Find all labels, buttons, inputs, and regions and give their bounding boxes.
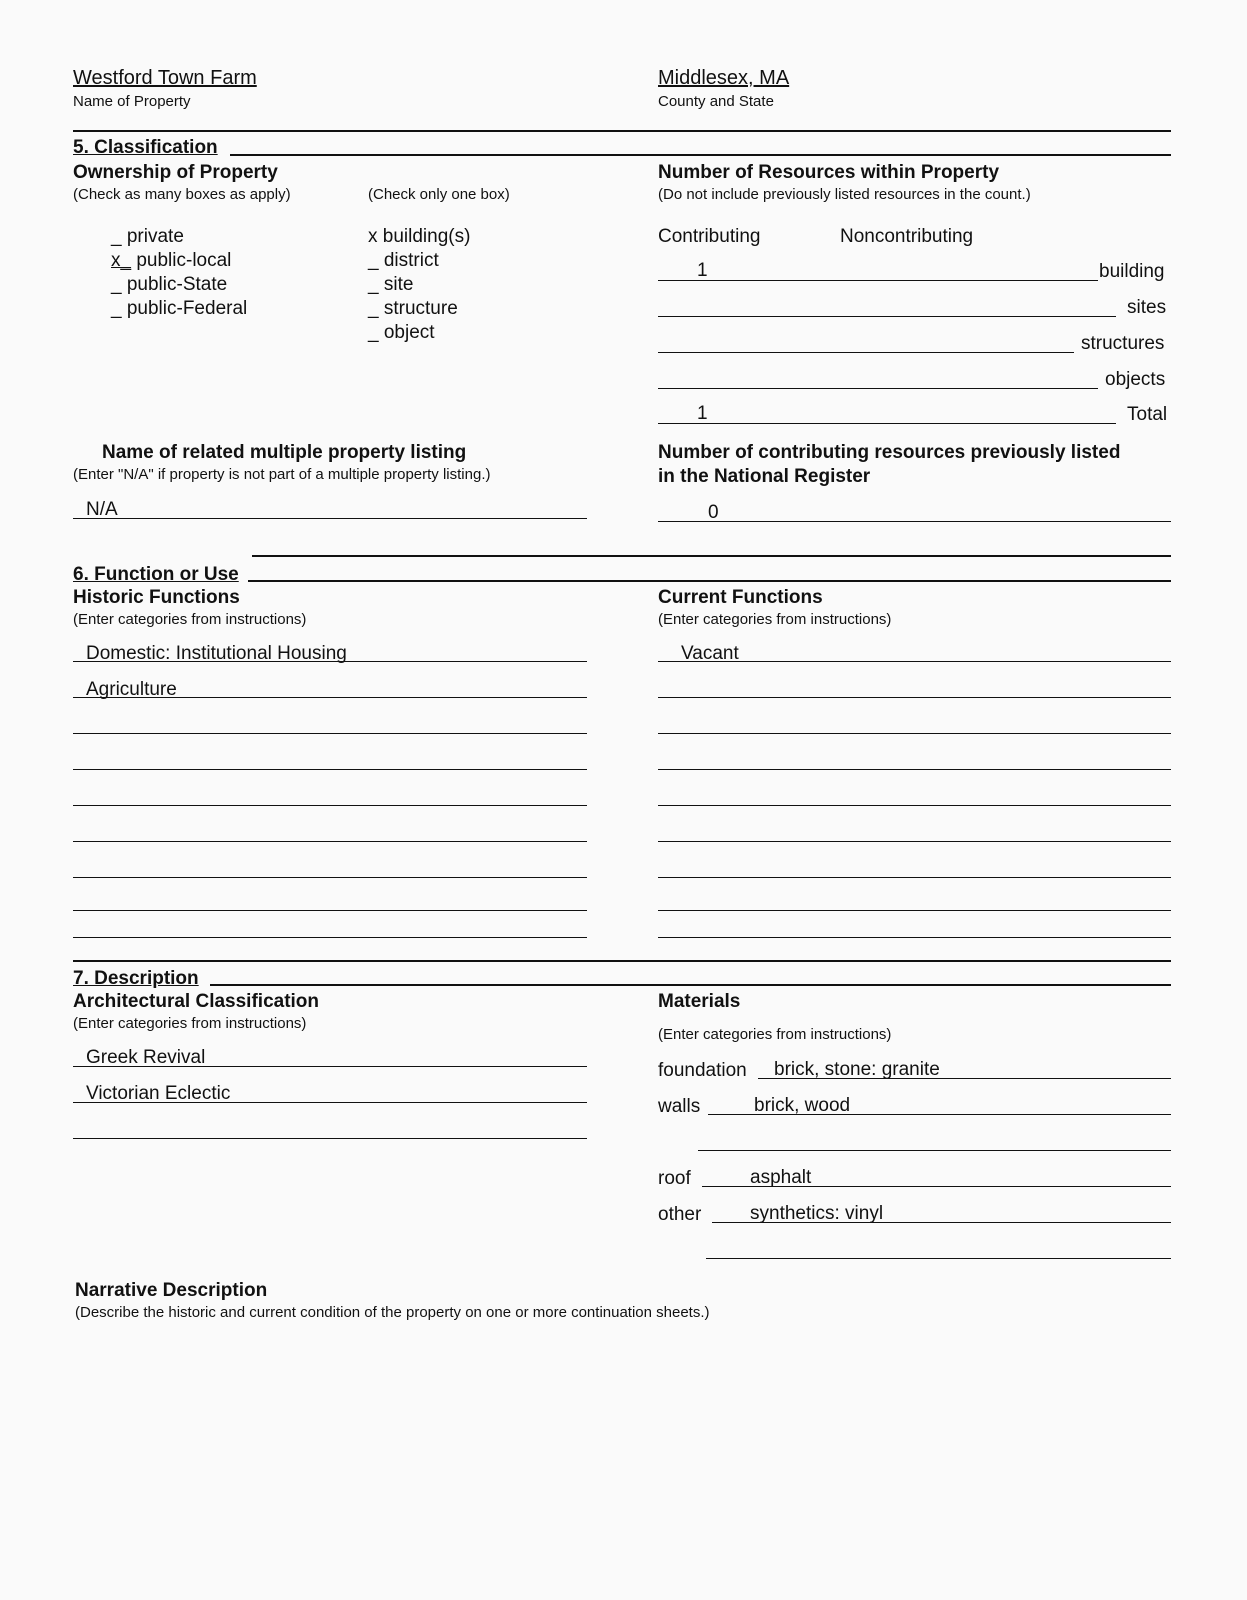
historic-function-line: [73, 661, 587, 662]
checkbox-mark: _: [368, 298, 379, 319]
contributing-header: Contributing: [658, 226, 761, 247]
historic-function-line[interactable]: [73, 910, 587, 911]
historic-function-line[interactable]: [73, 841, 587, 842]
historic-function-line[interactable]: [73, 937, 587, 938]
materials-heading: Materials: [658, 991, 741, 1012]
checkbox-mark: _: [368, 274, 379, 295]
historic-functions-note: (Enter categories from instructions): [73, 611, 307, 628]
historic-function-line[interactable]: [73, 805, 587, 806]
section7-title: 7. Description: [73, 968, 199, 989]
category-note: (Check only one box): [368, 186, 510, 203]
category-option-label: district: [383, 250, 439, 271]
architectural-line[interactable]: [73, 1138, 587, 1139]
county-state-label: County and State: [658, 93, 774, 110]
resource-sites-label: sites: [1127, 297, 1167, 318]
roof-label: roof: [658, 1168, 691, 1189]
resource-building-line: [658, 280, 1098, 281]
category-object[interactable]: [368, 322, 435, 344]
ownership-public-local[interactable]: [111, 250, 231, 272]
architectural-line: [73, 1102, 587, 1103]
resource-total-line: [658, 423, 1116, 424]
architectural-note: (Enter categories from instructions): [73, 1015, 307, 1032]
architectural-value-2[interactable]: Victorian Eclectic: [86, 1083, 231, 1104]
roof-value[interactable]: asphalt: [750, 1167, 812, 1188]
ownership-note: (Check as many boxes as apply): [73, 186, 291, 203]
architectural-value-1[interactable]: Greek Revival: [86, 1047, 206, 1068]
related-listing-value[interactable]: N/A: [86, 499, 118, 520]
section7-title-rule: [210, 984, 1171, 986]
section5-top-rule: [73, 130, 1171, 132]
category-site[interactable]: [368, 274, 413, 296]
ownership-private[interactable]: [111, 226, 184, 248]
resource-building-label: building: [1099, 261, 1165, 282]
checkbox-mark: x_: [111, 250, 132, 271]
resource-building-count[interactable]: 1: [697, 260, 708, 281]
ownership-option-label: public-local: [136, 250, 232, 271]
walls-value[interactable]: brick, wood: [754, 1095, 851, 1116]
materials-note: (Enter categories from instructions): [658, 1026, 892, 1043]
county-state-value: Middlesex, MA: [658, 67, 790, 89]
category-option-label: structure: [383, 298, 458, 319]
category-structure[interactable]: [368, 298, 458, 320]
foundation-value[interactable]: brick, stone: granite: [774, 1059, 940, 1080]
resource-objects-line[interactable]: [658, 388, 1098, 389]
walls-line: [708, 1114, 1171, 1115]
current-function-line[interactable]: [658, 937, 1171, 938]
checkbox-mark: _: [111, 298, 122, 319]
ownership-public-state[interactable]: [111, 274, 227, 296]
checkbox-mark: _: [111, 274, 122, 295]
current-functions-heading: Current Functions: [658, 587, 823, 608]
noncontributing-header: Noncontributing: [840, 226, 974, 247]
resource-total-count[interactable]: 1: [697, 403, 708, 424]
checkbox-mark: _: [368, 250, 379, 271]
resource-objects-label: objects: [1105, 369, 1166, 390]
category-option-label: building(s): [382, 226, 471, 247]
resource-sites-line[interactable]: [658, 316, 1116, 317]
section6-title: 6. Function or Use: [73, 564, 239, 585]
ownership-option-label: private: [126, 226, 184, 247]
category-option-label: site: [383, 274, 414, 295]
architectural-line: [73, 1066, 587, 1067]
category-buildings[interactable]: [368, 226, 470, 248]
ownership-heading: Ownership of Property: [73, 162, 278, 183]
checkbox-mark: _: [111, 226, 122, 247]
historic-function-line[interactable]: [73, 733, 587, 734]
section5-title: 5. Classification: [73, 137, 218, 158]
narrative-note: (Describe the historic and current condition of the property on one or more continuation sheets.): [75, 1304, 710, 1321]
historic-function-2[interactable]: Agriculture: [86, 679, 177, 700]
other-extra-line[interactable]: [706, 1258, 1171, 1259]
resources-heading: Number of Resources within Property: [658, 162, 1000, 183]
other-line: [712, 1222, 1171, 1223]
historic-function-line: [73, 697, 587, 698]
resource-structures-label: structures: [1081, 333, 1165, 354]
checkbox-mark: _: [368, 322, 379, 343]
foundation-label: foundation: [658, 1060, 747, 1081]
section6-top-rule: [252, 555, 1171, 557]
current-function-line[interactable]: [658, 841, 1171, 842]
current-function-1[interactable]: Vacant: [681, 643, 739, 664]
current-function-line[interactable]: [658, 877, 1171, 878]
category-district[interactable]: [368, 250, 439, 272]
resource-structures-line[interactable]: [658, 352, 1074, 353]
section5-title-rule: [230, 154, 1171, 156]
section6-title-rule: [248, 580, 1171, 582]
other-value[interactable]: synthetics: vinyl: [750, 1203, 884, 1224]
ownership-public-federal[interactable]: [111, 298, 247, 320]
narrative-heading: Narrative Description: [75, 1280, 268, 1301]
resources-note: (Do not include previously listed resources in the count.): [658, 186, 1031, 203]
current-functions-note: (Enter categories from instructions): [658, 611, 892, 628]
other-label: other: [658, 1204, 702, 1225]
historic-function-line[interactable]: [73, 877, 587, 878]
previously-listed-line: [658, 521, 1171, 522]
current-function-line[interactable]: [658, 805, 1171, 806]
current-function-line[interactable]: [658, 769, 1171, 770]
previously-listed-value[interactable]: 0: [708, 502, 719, 523]
category-option-label: object: [383, 322, 435, 343]
architectural-heading: Architectural Classification: [73, 991, 320, 1012]
current-function-line[interactable]: [658, 697, 1171, 698]
ownership-option-label: public-Federal: [126, 298, 248, 319]
resource-total-label: Total: [1127, 404, 1168, 425]
walls-extra-line[interactable]: [698, 1150, 1171, 1151]
previously-listed-heading-1: Number of contributing resources previously listed: [658, 442, 1121, 463]
current-function-line: [658, 661, 1171, 662]
checkbox-mark: x: [368, 226, 378, 247]
property-name-value: Westford Town Farm: [73, 67, 257, 89]
related-listing-note: (Enter "N/A" if property is not part of a multiple property listing.): [73, 466, 491, 483]
previously-listed-heading-2: in the National Register: [658, 466, 871, 487]
section7-top-rule: [73, 960, 1171, 962]
related-listing-line: [73, 518, 587, 519]
current-function-line[interactable]: [658, 910, 1171, 911]
historic-functions-heading: Historic Functions: [73, 587, 240, 608]
related-listing-heading: Name of related multiple property listing: [102, 442, 467, 463]
ownership-option-label: public-State: [126, 274, 228, 295]
current-function-line[interactable]: [658, 733, 1171, 734]
property-name-label: Name of Property: [73, 93, 191, 110]
historic-function-line[interactable]: [73, 769, 587, 770]
roof-line: [702, 1186, 1171, 1187]
historic-function-1[interactable]: Domestic: Institutional Housing: [86, 643, 347, 664]
walls-label: walls: [658, 1096, 701, 1117]
foundation-line: [758, 1078, 1171, 1079]
